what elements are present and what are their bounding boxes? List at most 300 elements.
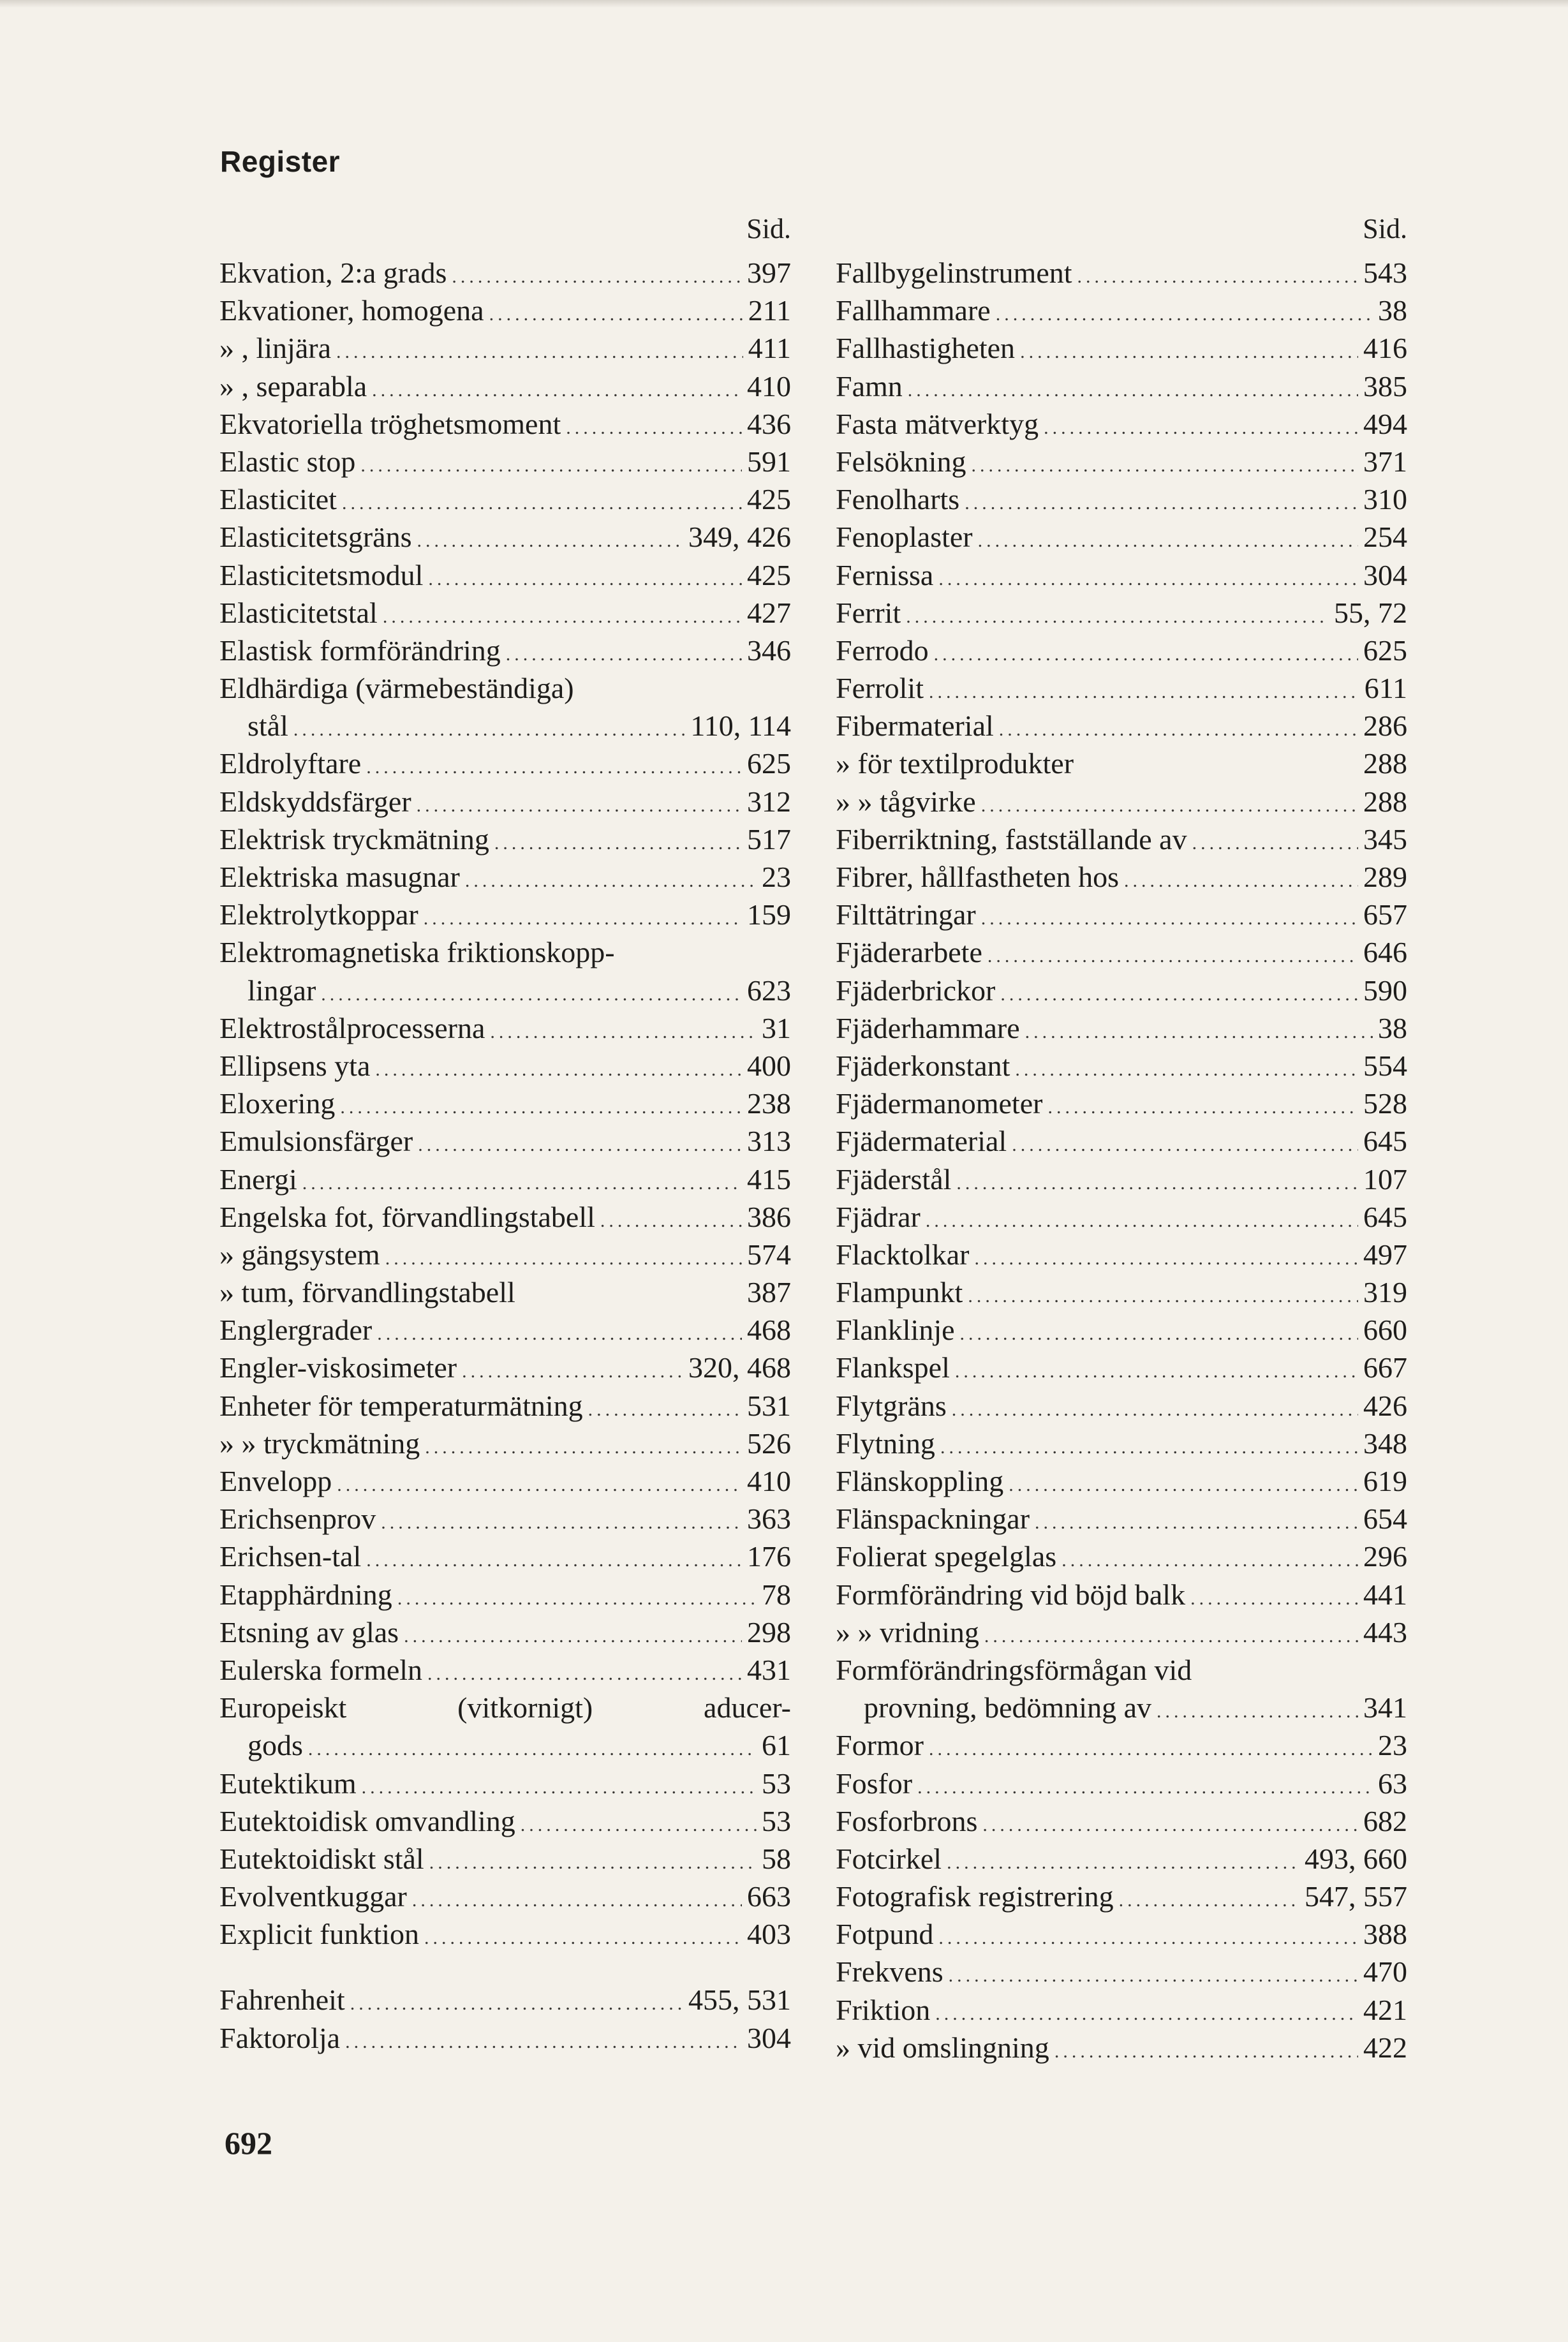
leader-dots — [452, 258, 742, 292]
index-page-ref: 211 — [748, 294, 791, 327]
index-term: Elasticitetsmodul — [219, 558, 424, 591]
index-entry — [219, 1273, 791, 1311]
index-term: Eutektoidiskt stål — [219, 1842, 424, 1875]
index-term: Flanklinje — [836, 1314, 955, 1347]
index-term: Flänskoppling — [836, 1465, 1004, 1497]
leader-dots — [383, 598, 742, 632]
leader-dots — [999, 711, 1358, 745]
index-term: Fjäderbrickor — [836, 974, 996, 1007]
index-term: Elektrisk tryckmätning — [219, 822, 489, 856]
index-page-ref: 493, 660 — [1305, 1842, 1407, 1875]
index-page-ref: 296 — [1363, 1540, 1407, 1573]
index-entry — [836, 1613, 1407, 1651]
index-page-ref: 38 — [1378, 1011, 1407, 1044]
index-page-ref: 415 — [747, 1162, 791, 1196]
index-page-ref: 286 — [1363, 709, 1407, 743]
leader-dots — [947, 1844, 1299, 1878]
index-term: Ellipsens yta — [219, 1049, 371, 1082]
leader-dots — [1044, 409, 1358, 443]
index-term: Engler-viskosimeter — [219, 1351, 457, 1384]
leader-dots — [588, 1391, 742, 1425]
index-page-ref: 591 — [747, 445, 791, 478]
index-entry — [219, 1651, 791, 1689]
leader-dots — [1061, 1541, 1358, 1575]
index-entry — [219, 292, 791, 329]
index-term: Engelska fot, förvandlingstabell — [219, 1200, 595, 1233]
index-entry — [836, 1462, 1407, 1500]
index-entry — [836, 707, 1407, 745]
index-entry — [836, 1425, 1407, 1462]
index-term: Fallbygelinstrument — [836, 256, 1072, 289]
index-page-ref: 663 — [747, 1880, 791, 1913]
index-term: Fosfor — [836, 1767, 913, 1800]
leader-dots — [908, 371, 1358, 405]
index-entry — [219, 1981, 791, 2019]
leader-dots — [975, 1240, 1359, 1273]
index-page-ref: 657 — [1363, 898, 1407, 931]
index-entry — [219, 972, 791, 1009]
index-page-ref: 468 — [747, 1314, 791, 1347]
leader-dots — [566, 409, 742, 443]
index-page-ref: 341 — [1363, 1691, 1407, 1724]
index-entry — [219, 1085, 791, 1122]
index-term: gods — [248, 1729, 303, 1762]
leader-dots — [506, 635, 742, 669]
leader-dots — [302, 1164, 742, 1198]
index-entries — [836, 254, 1407, 2066]
index-term: Fiberriktning, fastställande av — [836, 822, 1187, 856]
index-term: stål — [248, 709, 288, 743]
index-page-ref: 660 — [1363, 1314, 1407, 1347]
index-page-ref: 61 — [762, 1729, 791, 1762]
leader-dots — [462, 1353, 683, 1386]
leader-dots — [381, 1504, 742, 1538]
index-page-ref: 397 — [747, 256, 791, 289]
index-term: Energi — [219, 1162, 297, 1196]
index-page-ref: 619 — [1363, 1465, 1407, 1497]
index-term: Elektrolytkoppar — [219, 898, 418, 931]
term-word: aducer- — [704, 1691, 791, 1724]
index-term: Enheter för temperaturmätning — [219, 1389, 583, 1422]
index-entry — [219, 707, 791, 745]
index-entry — [219, 1425, 791, 1462]
index-entry — [836, 1387, 1407, 1425]
index-term: » » tågvirke — [836, 785, 976, 818]
leader-dots — [940, 1428, 1358, 1462]
leader-dots — [984, 1617, 1358, 1651]
index-page-ref: 107 — [1363, 1162, 1407, 1196]
index-entry — [836, 367, 1407, 405]
index-entry — [219, 1915, 791, 1953]
index-page-ref: 625 — [747, 747, 791, 780]
leader-dots — [521, 1806, 757, 1840]
index-term: Emulsionsfärger — [219, 1125, 413, 1158]
index-entry — [219, 1047, 791, 1085]
index-entry — [836, 745, 1407, 782]
leader-dots — [424, 1919, 742, 1953]
index-page-ref: 403 — [747, 1918, 791, 1951]
leader-dots — [308, 1730, 757, 1764]
index-term: Fenoplaster — [836, 521, 973, 554]
leader-dots — [345, 2023, 742, 2057]
index-entry — [219, 367, 791, 405]
index-page-ref: 63 — [1378, 1767, 1407, 1800]
index-column-left — [219, 211, 791, 2057]
index-term: lingar — [248, 974, 316, 1007]
leader-dots — [490, 1013, 757, 1047]
index-term: Erichsenprov — [219, 1502, 376, 1536]
index-term: Flänspackningar — [836, 1502, 1030, 1536]
index-term: Fosforbrons — [836, 1804, 978, 1837]
index-page-ref: 387 — [747, 1276, 791, 1309]
index-entry — [836, 1726, 1407, 1764]
index-page-ref: 425 — [747, 483, 791, 516]
leader-dots — [949, 1957, 1358, 1990]
index-page-ref: 411 — [748, 332, 791, 365]
page-top-edge — [0, 0, 1568, 8]
index-term: » » vridning — [836, 1615, 979, 1649]
index-page-ref: 386 — [747, 1200, 791, 1233]
index-entry — [219, 933, 791, 971]
leader-dots — [489, 295, 743, 329]
index-term: Fotografisk registrering — [836, 1880, 1114, 1913]
leader-dots — [981, 900, 1358, 933]
index-term: Flacktolkar — [836, 1238, 970, 1271]
index-entry — [836, 1160, 1407, 1198]
index-page-ref: 288 — [1363, 747, 1407, 780]
index-term: » tum, förvandlingstabell — [219, 1276, 515, 1309]
index-entry — [219, 1236, 791, 1273]
leader-dots — [321, 975, 742, 1009]
index-page-ref: 654 — [1363, 1502, 1407, 1536]
index-entry — [836, 329, 1407, 367]
index-entry — [836, 292, 1407, 329]
index-page-ref: 400 — [747, 1049, 791, 1082]
index-term: Eutektoidisk omvandling — [219, 1804, 515, 1837]
leader-dots — [996, 295, 1373, 329]
index-entry — [836, 254, 1407, 292]
index-page-ref: 426 — [1363, 1389, 1407, 1422]
leader-dots — [929, 673, 1359, 707]
leader-dots — [360, 447, 742, 480]
index-term: Evolventkuggar — [219, 1880, 407, 1913]
index-column-right — [836, 211, 1407, 2066]
index-entry — [836, 1651, 1407, 1689]
index-term: Eulerska formeln — [219, 1653, 423, 1686]
index-term: Elasticitet — [219, 483, 337, 516]
index-entry — [836, 1802, 1407, 1840]
index-entry — [219, 1840, 791, 1878]
leader-dots — [412, 1881, 742, 1915]
index-entry — [836, 783, 1407, 820]
index-entry — [836, 1273, 1407, 1311]
index-entry — [219, 745, 791, 782]
index-page-ref: 110, 114 — [690, 709, 791, 743]
index-term: Ferrit — [836, 596, 901, 629]
index-entry — [219, 1726, 791, 1764]
index-entries — [219, 254, 791, 2057]
index-term: Fjäderstål — [836, 1162, 952, 1196]
index-term: Ekvationer, homogena — [219, 294, 484, 327]
index-term: Eloxering — [219, 1087, 336, 1120]
index-entry — [836, 2029, 1407, 2066]
index-entry — [836, 858, 1407, 896]
leader-dots — [404, 1617, 742, 1651]
leader-dots — [935, 1995, 1358, 2029]
index-term: Famn — [836, 369, 903, 403]
index-term: Ferrodo — [836, 634, 929, 667]
leader-dots — [427, 1655, 742, 1689]
leader-dots — [956, 1164, 1358, 1198]
leader-dots — [293, 711, 686, 745]
index-page-ref: 238 — [747, 1087, 791, 1120]
index-entry — [219, 1765, 791, 1802]
index-page-ref: 554 — [1363, 1049, 1407, 1082]
index-term: Flytgräns — [836, 1389, 947, 1422]
index-term: Eldskyddsfärger — [219, 785, 411, 818]
leader-dots — [1190, 1580, 1358, 1613]
index-entry — [836, 556, 1407, 594]
index-page-ref: 78 — [762, 1578, 791, 1611]
index-term: » vid omslingning — [836, 2031, 1049, 2064]
index-page-ref: 371 — [1363, 445, 1407, 478]
index-page-ref: 385 — [1363, 369, 1407, 403]
leader-dots — [337, 1466, 742, 1500]
leader-dots — [366, 1541, 742, 1575]
leader-dots — [397, 1580, 757, 1613]
index-term: Fallhammare — [836, 294, 991, 327]
running-head: Register — [220, 145, 341, 178]
index-entry — [219, 254, 791, 292]
index-page-ref: 349, 426 — [688, 521, 791, 554]
index-entry — [836, 1122, 1407, 1160]
index-term: Fjäderhammare — [836, 1011, 1020, 1044]
leader-dots — [1192, 824, 1358, 858]
index-entry — [219, 783, 791, 820]
index-term: Fjäderarbete — [836, 936, 982, 969]
leader-dots — [938, 1919, 1358, 1953]
index-entry — [219, 1576, 791, 1613]
index-page-ref: 455, 531 — [688, 1983, 791, 2017]
index-term: provning, bedömning av — [864, 1691, 1151, 1724]
index-entry — [836, 1991, 1407, 2029]
index-term: Fasta mätverktyg — [836, 407, 1039, 440]
index-entry — [219, 1689, 791, 1726]
leader-dots — [1035, 1504, 1358, 1538]
index-entry — [836, 1840, 1407, 1878]
index-page-ref: 254 — [1363, 521, 1407, 554]
leader-dots — [600, 1202, 742, 1236]
index-entry — [219, 1500, 791, 1538]
index-page-ref: 310 — [1363, 483, 1407, 516]
index-page-ref: 436 — [747, 407, 791, 440]
index-term: Etsning av glas — [219, 1615, 399, 1649]
index-page-ref: 425 — [747, 558, 791, 591]
index-page-ref: 58 — [762, 1842, 791, 1875]
index-page-ref: 422 — [1363, 2031, 1407, 2064]
index-term: » , separabla — [219, 369, 367, 403]
index-entry — [219, 480, 791, 518]
index-entry — [836, 896, 1407, 933]
index-entry — [219, 632, 791, 669]
index-entry — [219, 858, 791, 896]
index-entry — [836, 1915, 1407, 1953]
index-term: Fjädermaterial — [836, 1125, 1007, 1158]
index-term: Elasticitetstal — [219, 596, 378, 629]
index-term: Elastisk formförändring — [219, 634, 501, 667]
index-term: Faktorolja — [219, 2021, 341, 2054]
leader-dots — [340, 1088, 742, 1122]
index-entry — [219, 1009, 791, 1047]
index-entry — [836, 1009, 1407, 1047]
index-term: Frekvens — [836, 1955, 943, 1989]
leader-dots — [938, 560, 1358, 594]
index-entry — [836, 632, 1407, 669]
index-entry — [836, 480, 1407, 518]
index-page-ref: 547, 557 — [1305, 1880, 1407, 1913]
index-entry — [836, 1500, 1407, 1538]
index-entry — [219, 1462, 791, 1500]
leader-dots — [417, 522, 683, 556]
leader-dots — [1025, 1013, 1373, 1047]
index-term: Envelopp — [219, 1465, 332, 1497]
leader-dots — [424, 900, 742, 933]
leader-dots — [425, 1428, 742, 1462]
index-page-ref: 288 — [1363, 785, 1407, 818]
index-page-ref: 410 — [747, 1465, 791, 1497]
leader-dots — [1009, 1466, 1358, 1500]
leader-dots — [1119, 1881, 1299, 1915]
index-page-ref: 319 — [1363, 1276, 1407, 1309]
index-term: Elasticitetsgräns — [219, 521, 412, 554]
leader-dots — [465, 862, 757, 896]
index-term: » gängsystem — [219, 1238, 380, 1271]
page-number: 692 — [225, 2125, 272, 2161]
index-entry — [836, 1311, 1407, 1349]
index-entry — [219, 1802, 791, 1840]
leader-dots — [1157, 1693, 1358, 1726]
index-entry — [836, 1047, 1407, 1085]
leader-dots — [960, 1315, 1358, 1349]
leader-dots — [978, 522, 1358, 556]
index-page-ref: 682 — [1363, 1804, 1407, 1837]
index-page-ref: 363 — [747, 1502, 791, 1536]
index-page-ref: 176 — [747, 1540, 791, 1573]
leader-dots — [926, 1202, 1358, 1236]
index-term: Ekvation, 2:a grads — [219, 256, 447, 289]
index-term: Fotcirkel — [836, 1842, 942, 1875]
index-entry — [219, 1160, 791, 1198]
index-entry — [836, 933, 1407, 971]
leader-dots — [342, 484, 742, 518]
index-entry — [836, 518, 1407, 556]
index-term: Eldhärdiga (värmebeständiga) — [219, 672, 574, 705]
index-page-ref: 388 — [1363, 1918, 1407, 1951]
index-page-ref: 427 — [747, 596, 791, 629]
leader-dots — [385, 1240, 742, 1273]
index-page-ref: 304 — [747, 2021, 791, 2054]
index-entry — [836, 594, 1407, 632]
index-page-ref: 421 — [1363, 1993, 1407, 2026]
index-page-ref: 348 — [1363, 1427, 1407, 1460]
index-entry — [836, 1538, 1407, 1575]
index-entry — [836, 669, 1407, 707]
index-page-ref: 431 — [747, 1653, 791, 1686]
leader-dots — [377, 1315, 742, 1349]
index-page-ref: 574 — [747, 1238, 791, 1271]
index-page-ref: 346 — [747, 634, 791, 667]
index-page-ref: 470 — [1363, 1955, 1407, 1989]
index-term: Felsökning — [836, 445, 966, 478]
leader-dots — [917, 1768, 1373, 1802]
leader-dots — [366, 748, 742, 782]
index-page-ref: 526 — [747, 1427, 791, 1460]
index-entry — [836, 1085, 1407, 1122]
index-term: Ferrolit — [836, 672, 924, 705]
leader-dots — [1015, 1051, 1358, 1085]
leader-dots — [1054, 2033, 1358, 2066]
index-entry — [219, 1387, 791, 1425]
index-page-ref: 531 — [747, 1389, 791, 1422]
index-entry — [836, 972, 1407, 1009]
leader-dots — [1012, 1126, 1358, 1160]
index-entry — [219, 1311, 791, 1349]
index-entry — [836, 1878, 1407, 1915]
index-page-ref: 543 — [1363, 256, 1407, 289]
leader-dots — [929, 1730, 1373, 1764]
index-term: Explicit funktion — [219, 1918, 420, 1951]
index-term: Fallhastigheten — [836, 332, 1016, 365]
index-entry — [219, 820, 791, 858]
index-entry — [219, 329, 791, 367]
leader-dots — [952, 1391, 1358, 1425]
index-page-ref: 23 — [762, 861, 791, 893]
index-term: Fjädermanometer — [836, 1087, 1043, 1120]
index-term: Friktion — [836, 1993, 931, 2026]
leader-dots — [1000, 975, 1358, 1009]
index-term: Fenolharts — [836, 483, 960, 516]
index-page-ref: 667 — [1363, 1351, 1407, 1384]
index-entry — [836, 1236, 1407, 1273]
index-page-ref: 416 — [1363, 332, 1407, 365]
sid-label: Sid. — [1363, 213, 1407, 244]
index-page-ref: 611 — [1364, 672, 1407, 705]
index-term: » för textilprodukter — [836, 747, 1074, 780]
index-term: Formförändringsförmågan vid — [836, 1653, 1192, 1686]
leader-dots — [418, 1126, 742, 1160]
leader-dots — [1077, 258, 1358, 292]
term-word: Europeiskt — [219, 1691, 347, 1724]
index-term: » » tryckmätning — [219, 1427, 420, 1460]
index-page-ref: 443 — [1363, 1615, 1407, 1649]
leader-dots — [362, 1768, 757, 1802]
leader-dots — [971, 447, 1358, 480]
index-page-ref: 528 — [1363, 1087, 1407, 1120]
index-term: Formförändring vid böjd balk — [836, 1578, 1186, 1611]
leader-dots — [350, 1985, 683, 2019]
leader-dots — [417, 787, 742, 820]
index-term: Eutektikum — [219, 1767, 357, 1800]
index-page-ref: 55, 72 — [1334, 596, 1407, 629]
index-page-ref: 517 — [747, 822, 791, 856]
index-entry — [219, 896, 791, 933]
index-page-ref: 38 — [1378, 294, 1407, 327]
index-page-ref: 159 — [747, 898, 791, 931]
index-term: Flankspel — [836, 1351, 950, 1384]
index-entry — [219, 1198, 791, 1236]
index-page-ref: 320, 468 — [688, 1351, 791, 1384]
index-term: Erichsen-tal — [219, 1540, 362, 1573]
